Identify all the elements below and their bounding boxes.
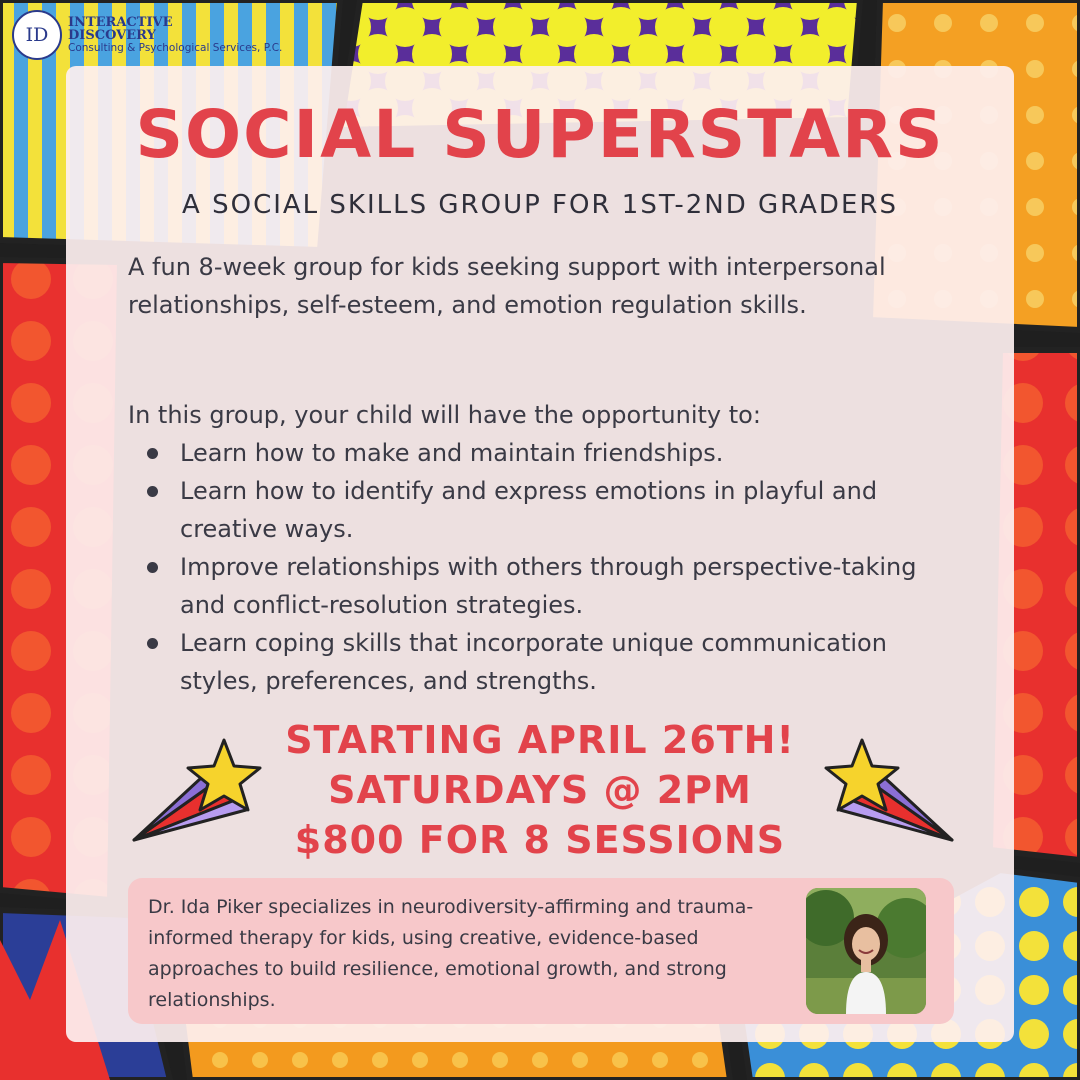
list-item: Learn how to make and maintain friendships.: [180, 434, 958, 472]
opportunity-list: [128, 434, 958, 700]
start-date: STARTING APRIL 26TH!: [285, 718, 795, 762]
bio-text: Dr. Ida Piker specializes in neurodiversity-affirming and trauma-informed therapy for kids, using creative, evidence-based approaches to build resilience, emotional growth, and strong relationships.: [148, 896, 754, 1011]
opportunity-lead: In this group, your child will have the opportunity to:: [128, 401, 761, 429]
list-item: Improve relationships with others through perspective-taking and conflict-resolution strategies.: [180, 548, 958, 624]
list-item: Learn coping skills that incorporate unique communication styles, preferences, and strengths.: [180, 624, 958, 700]
list-item: Learn how to identify and express emotions in playful and creative ways.: [180, 472, 958, 548]
logo: [12, 10, 282, 60]
price: $800 FOR 8 SESSIONS: [294, 818, 786, 862]
therapist-photo: [806, 888, 926, 1014]
logo-line-3: Consulting & Psychological Services, P.C.: [68, 42, 283, 55]
logo-wordmark: [68, 16, 282, 54]
logo-badge: ID: [12, 10, 62, 60]
logo-line-2: DISCOVERY: [68, 28, 156, 44]
intro-paragraph: A fun 8-week group for kids seeking support with interpersonal relationships, self-esteem, and emotion regulation skills.: [128, 253, 886, 319]
page-title: SOCIAL SUPERSTARS: [135, 96, 945, 173]
schedule: SATURDAYS @ 2PM: [328, 768, 752, 812]
bio-box: [128, 878, 954, 1024]
page-subtitle: A SOCIAL SKILLS GROUP FOR 1ST-2ND GRADERS: [182, 190, 898, 220]
logo-line-1: INTERACTIVE: [68, 14, 173, 30]
